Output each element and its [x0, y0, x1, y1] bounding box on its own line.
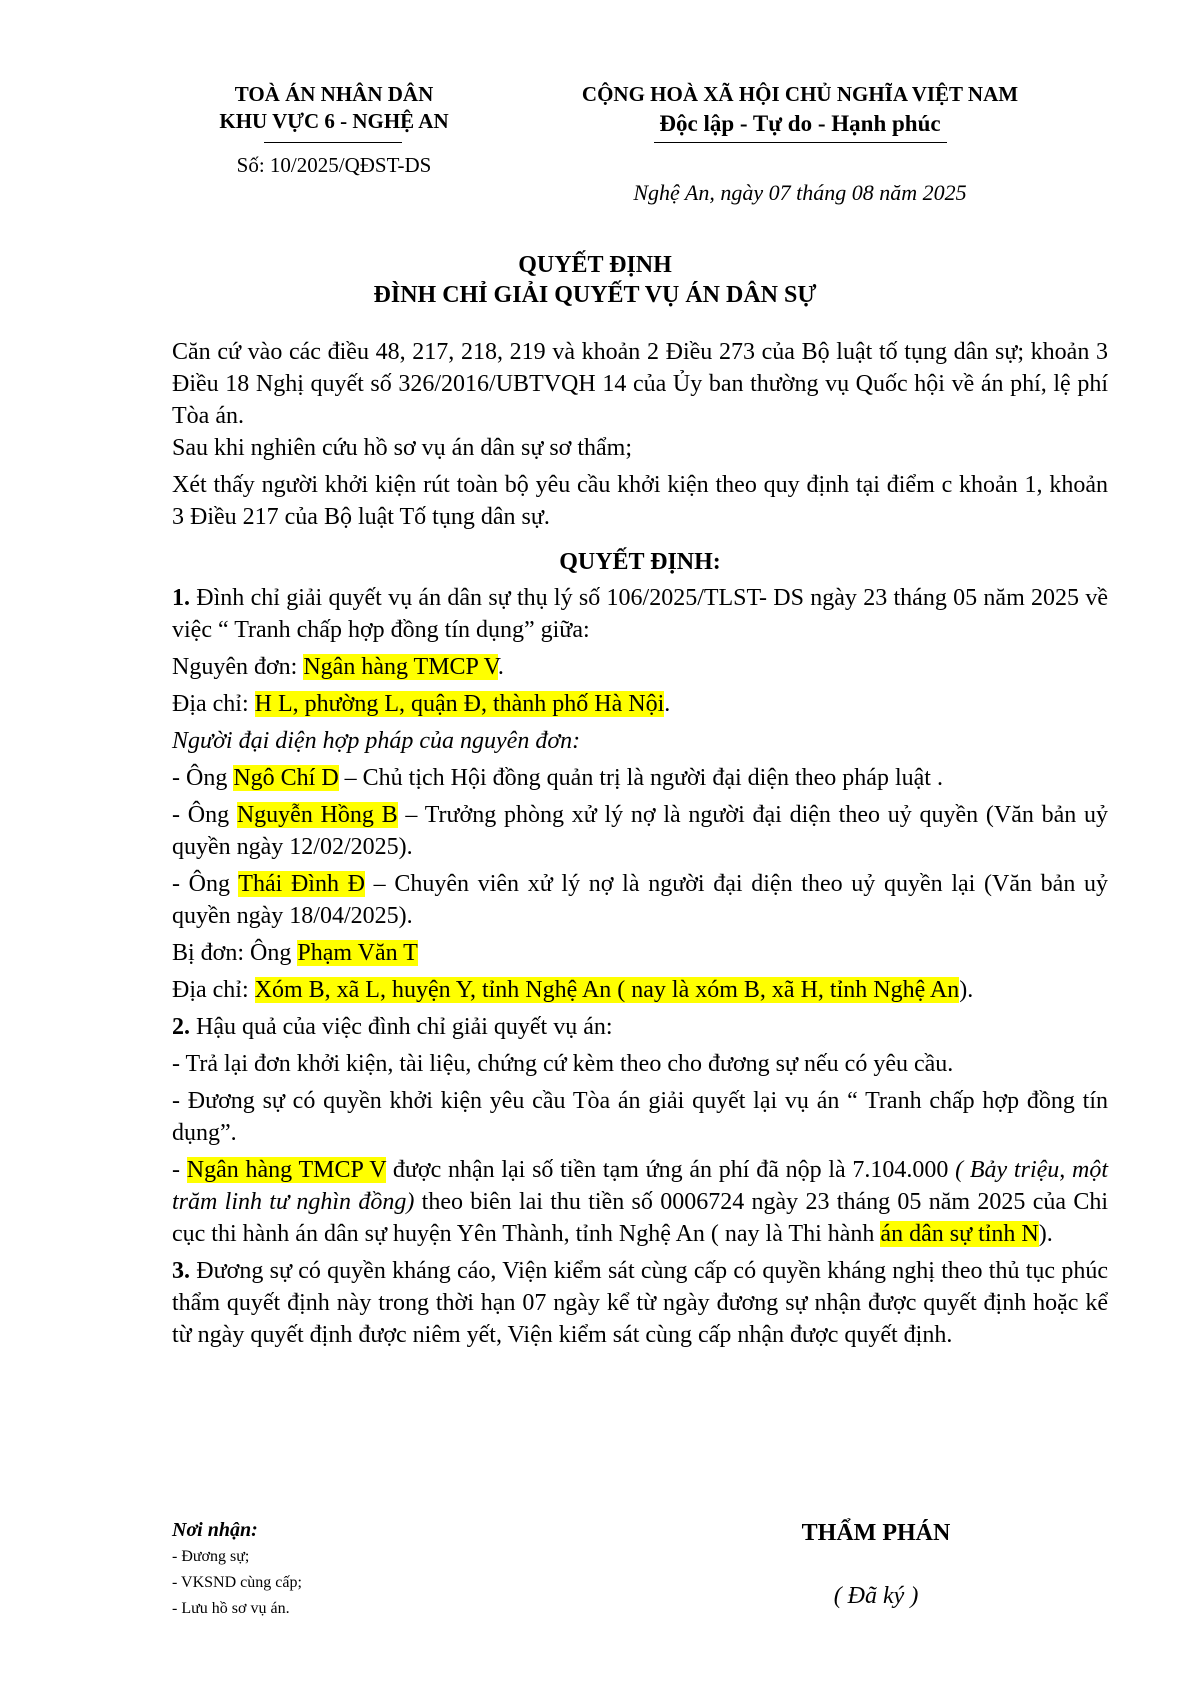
- representative-heading: Người đại diện hợp pháp của nguyên đơn:: [172, 728, 581, 754]
- plaintiff-address-label: Địa chỉ:: [172, 691, 255, 717]
- consequence-3-end: ).: [1038, 1221, 1053, 1247]
- section-2-number: 2.: [172, 1014, 190, 1040]
- representative-1: [172, 762, 1108, 794]
- preamble-legal-basis: Căn cứ vào các điều 48, 217, 218, 219 và khoản 2 Điều 273 của Bộ luật tố tụng dân sự; khoản 3 Điều 18 Nghị quyết số 326/2016/UBTVQH 14 của Ủy ban thường vụ Quốc hội về án phí, lệ phí Tòa án.: [172, 339, 1108, 429]
- representative-2: [172, 799, 1108, 863]
- rep1-prefix: - Ông: [172, 765, 234, 791]
- rep2-prefix: - Ông: [172, 802, 237, 828]
- consequence-3-agency: án dân sự tỉnh N: [880, 1221, 1039, 1247]
- court-line2: KHU VỰC 6 - NGHỆ AN: [219, 109, 449, 133]
- consequence-3-amount-words: ( Bảy triệu, một trăm linh tư nghìn đồng): [172, 1157, 1109, 1215]
- defendant-address-label: Địa chỉ:: [172, 977, 255, 1003]
- recipient-item: - Lưu hồ sơ vụ án.: [172, 1600, 290, 1617]
- document-body: [172, 336, 1108, 1351]
- preamble-review: Sau khi nghiên cứu hồ sơ vụ án dân sự sơ thẩm;: [172, 435, 633, 461]
- nation-line1: CỘNG HOÀ XÃ HỘI CHỦ NGHĨA VIỆT NAM: [581, 82, 1019, 106]
- rep3-prefix: - Ông: [172, 871, 239, 897]
- recipients-block: [172, 1516, 302, 1622]
- section-3-number: 3.: [172, 1258, 190, 1284]
- doc-number: Số: 10/2025/QĐST-DS: [236, 153, 432, 177]
- plaintiff-address: H L, phường L, quận Đ, thành phố Hà Nội: [254, 691, 665, 717]
- defendant-label: Bị đơn: Ông: [172, 940, 298, 966]
- recipient-item: - VKSND cùng cấp;: [172, 1574, 302, 1591]
- recipient-item: - Đương sự;: [172, 1548, 250, 1565]
- section-2: [172, 1011, 1108, 1043]
- rep3-name: Thái Đình Đ: [238, 871, 365, 897]
- recipients-heading: Nơi nhận:: [172, 1519, 258, 1541]
- defendant-address-line: [172, 974, 1108, 1006]
- signature-title: THẨM PHÁN: [801, 1520, 951, 1546]
- plaintiff-name: Ngân hàng TMCP V: [303, 654, 498, 680]
- consequence-1: - Trả lại đơn khởi kiện, tài liệu, chứng cứ kèm theo cho đương sự nếu có yêu cầu.: [172, 1051, 954, 1077]
- court-line1: TOÀ ÁN NHÂN DÂN: [234, 82, 434, 106]
- section-3-text: Đương sự có quyền kháng cáo, Viện kiểm sát cùng cấp có quyền kháng nghị theo thủ tục phúc thẩm quyết định này trong thời hạn 07 ngày kể từ ngày đương sự nhận được quyết định hoặc kể từ ngày quyết định được niêm yết, Viện kiểm sát cùng cấp nhận được quyết định.: [172, 1258, 1108, 1348]
- nation-heading: [540, 82, 1060, 137]
- section-2-text: Hậu quả của việc đình chỉ giải quyết vụ án:: [190, 1014, 613, 1040]
- consequence-3: [172, 1154, 1108, 1250]
- preamble-finding: Xét thấy người khởi kiện rút toàn bộ yêu cầu khởi kiện theo quy định tại điểm c khoản 1, khoản 3 Điều 217 của Bộ luật Tố tụng dân sự.: [172, 472, 1108, 530]
- court-name: [183, 82, 485, 134]
- doc-title: QUYẾT ĐỊNH: [518, 252, 672, 278]
- plaintiff-address-line: [172, 688, 1108, 720]
- rep1-name: Ngô Chí D: [233, 765, 339, 791]
- consequence-3-text2: theo biên lai thu tiền số 0006724 ngày 23 tháng 05 năm 2025 của Chi cục thi hành án dân sự huyện Yên Thành, tỉnh Nghệ An ( nay là Thi hành: [172, 1189, 1108, 1247]
- plaintiff-end: .: [497, 654, 504, 680]
- consequence-2: - Đương sự có quyền khởi kiện yêu cầu Tòa án giải quyết lại vụ án “ Tranh chấp hợp đồng tín dụng”.: [172, 1088, 1108, 1146]
- motto-underline: [654, 142, 947, 143]
- consequence-3-text1: được nhận lại số tiền tạm ứng án phí đã nộp là 7.104.000: [386, 1157, 956, 1183]
- defendant-address-end: ).: [959, 977, 974, 1003]
- doc-subtitle: ĐÌNH CHỈ GIẢI QUYẾT VỤ ÁN DÂN SỰ: [373, 282, 817, 308]
- signature-status: ( Đã ký ): [833, 1583, 919, 1609]
- nation-motto: Độc lập - Tự do - Hạnh phúc: [659, 111, 941, 136]
- section-3: [172, 1255, 1108, 1351]
- defendant-line: [172, 937, 1108, 969]
- rep3-role: – Chuyên viên xử lý nợ là người đại diện theo uỷ quyền lại (Văn bản uỷ quyền ngày 18/04/2025).: [172, 871, 1109, 929]
- plaintiff-line: [172, 651, 1108, 683]
- consequence-3-prefix: -: [172, 1157, 187, 1183]
- decision-heading: QUYẾT ĐỊNH:: [559, 549, 721, 575]
- defendant-name: Phạm Văn T: [297, 940, 418, 966]
- rep2-role: – Trưởng phòng xử lý nợ là người đại diện theo uỷ quyền (Văn bản uỷ quyền ngày 12/02/2025).: [172, 802, 1109, 860]
- court-underline: [264, 142, 402, 143]
- representative-3: [172, 868, 1108, 932]
- rep1-role: – Chủ tịch Hội đồng quản trị là người đại diện theo pháp luật .: [338, 765, 943, 791]
- rep2-name: Nguyễn Hồng B: [236, 802, 398, 828]
- defendant-address: Xóm B, xã L, huyện Y, tỉnh Nghệ An ( nay là xóm B, xã H, tỉnh Nghệ An: [254, 977, 960, 1003]
- plaintiff-address-end: .: [664, 691, 671, 717]
- section-1: [172, 582, 1108, 646]
- place-date: Nghệ An, ngày 07 tháng 08 năm 2025: [633, 180, 967, 205]
- plaintiff-label: Nguyên đơn:: [172, 654, 304, 680]
- consequence-3-bank: Ngân hàng TMCP V: [186, 1157, 387, 1183]
- section-1-text: Đình chỉ giải quyết vụ án dân sự thụ lý số 106/2025/TLST- DS ngày 23 tháng 05 năm 2025 về việc “ Tranh chấp hợp đồng tín dụng” giữa:: [172, 585, 1108, 643]
- section-1-number: 1.: [172, 585, 190, 611]
